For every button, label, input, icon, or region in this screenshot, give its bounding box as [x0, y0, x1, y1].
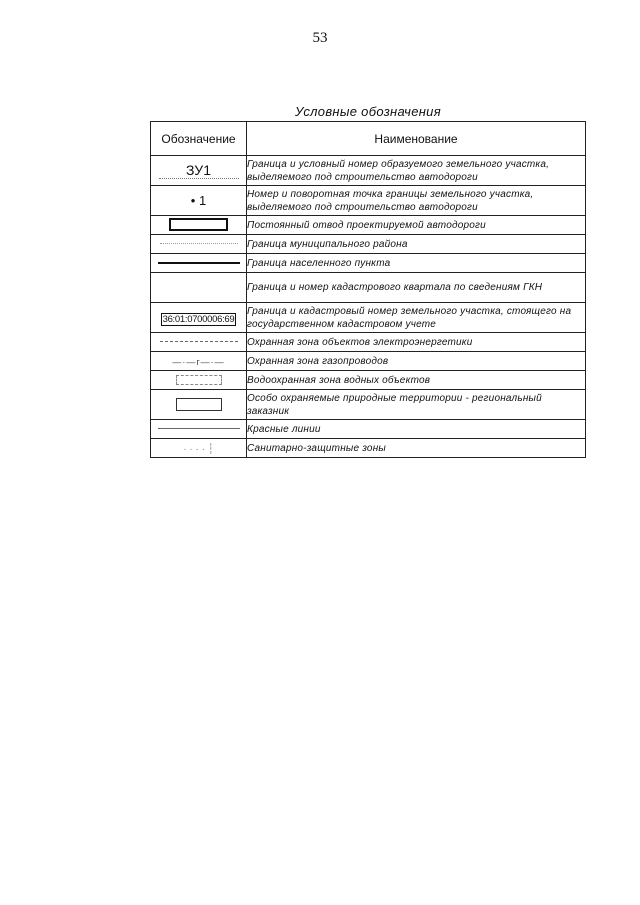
legend-name: Граница населенного пункта — [247, 254, 586, 273]
legend-name: Охранная зона объектов электроэнергетики — [247, 333, 586, 352]
legend-symbol-district — [151, 235, 247, 254]
legend-row — [151, 333, 586, 352]
legend-symbol-cadastral-quarter — [151, 273, 247, 303]
legend-row — [151, 235, 586, 254]
sanitary-zone-line-icon: · · · · ┆ — [183, 444, 214, 455]
legend-symbol-cadastral-parcel — [151, 303, 247, 333]
legend-row — [151, 352, 586, 371]
dotted-boundary-icon — [159, 178, 239, 179]
legend-symbol-power-zone — [151, 333, 247, 352]
turning-point-icon: • 1 — [190, 192, 207, 208]
legend-symbol-gas-zone — [151, 352, 247, 371]
legend-name: Граница и номер кадастрового квартала по сведениям ГКН — [247, 273, 586, 303]
legend-row — [151, 371, 586, 390]
legend-symbol-water-zone — [151, 371, 247, 390]
district-boundary-line-icon — [160, 243, 238, 244]
legend-row — [151, 216, 586, 235]
water-zone-rect-icon — [176, 375, 222, 385]
legend-name: Особо охраняемые природные территории - региональный заказник — [247, 390, 586, 420]
legend-name: Граница муниципального района — [247, 235, 586, 254]
legend-name: Граница и кадастровый номер земельного участка, стоящего на государственном кадастровом учете — [247, 303, 586, 333]
column-header-name: Наименование — [247, 122, 586, 156]
legend-symbol-zu1 — [151, 156, 247, 186]
legend-name: Постоянный отвод проектируемой автодороги — [247, 216, 586, 235]
legend-row — [151, 156, 586, 186]
legend-row — [151, 254, 586, 273]
legend-symbol-point — [151, 186, 247, 216]
legend-name: Номер и поворотная точка границы земельного участка, выделяемого под строительство автодороги — [247, 186, 586, 216]
legend-row — [151, 303, 586, 333]
legend-name: Красные линии — [247, 420, 586, 439]
legend-row — [151, 439, 586, 458]
settlement-boundary-line-icon — [158, 262, 240, 264]
legend-name: Охранная зона газопроводов — [247, 352, 586, 371]
legend-symbol-red-lines — [151, 420, 247, 439]
legend-row — [151, 273, 586, 303]
protected-area-rect-icon — [176, 398, 222, 411]
zu1-label: ЗУ1 — [186, 162, 211, 178]
cadastral-number-label: 36:01:0700006:69 — [162, 313, 235, 325]
legend-symbol-sanitary-zone — [151, 439, 247, 458]
legend-name: Водоохранная зона водных объектов — [247, 371, 586, 390]
legend-row — [151, 420, 586, 439]
legend-table — [150, 121, 586, 458]
legend-header-row — [151, 122, 586, 156]
legend-symbol-road-allotment — [151, 216, 247, 235]
road-allotment-rect-icon — [169, 218, 228, 231]
page-number: 53 — [312, 30, 328, 46]
gas-pipeline-line-icon: —·—г—·— — [172, 357, 225, 367]
legend-row — [151, 390, 586, 420]
red-line-icon — [158, 428, 240, 429]
legend-name: Санитарно-защитные зоны — [247, 439, 586, 458]
power-zone-line-icon — [160, 341, 238, 342]
legend-title: Условные обозначения — [295, 104, 441, 119]
column-header-symbol: Обозначение — [151, 122, 247, 156]
legend-symbol-reserve — [151, 390, 247, 420]
legend-symbol-settlement — [151, 254, 247, 273]
legend-row — [151, 186, 586, 216]
legend-name: Граница и условный номер образуемого земельного участка, выделяемого под строительство автодороги — [247, 156, 586, 186]
